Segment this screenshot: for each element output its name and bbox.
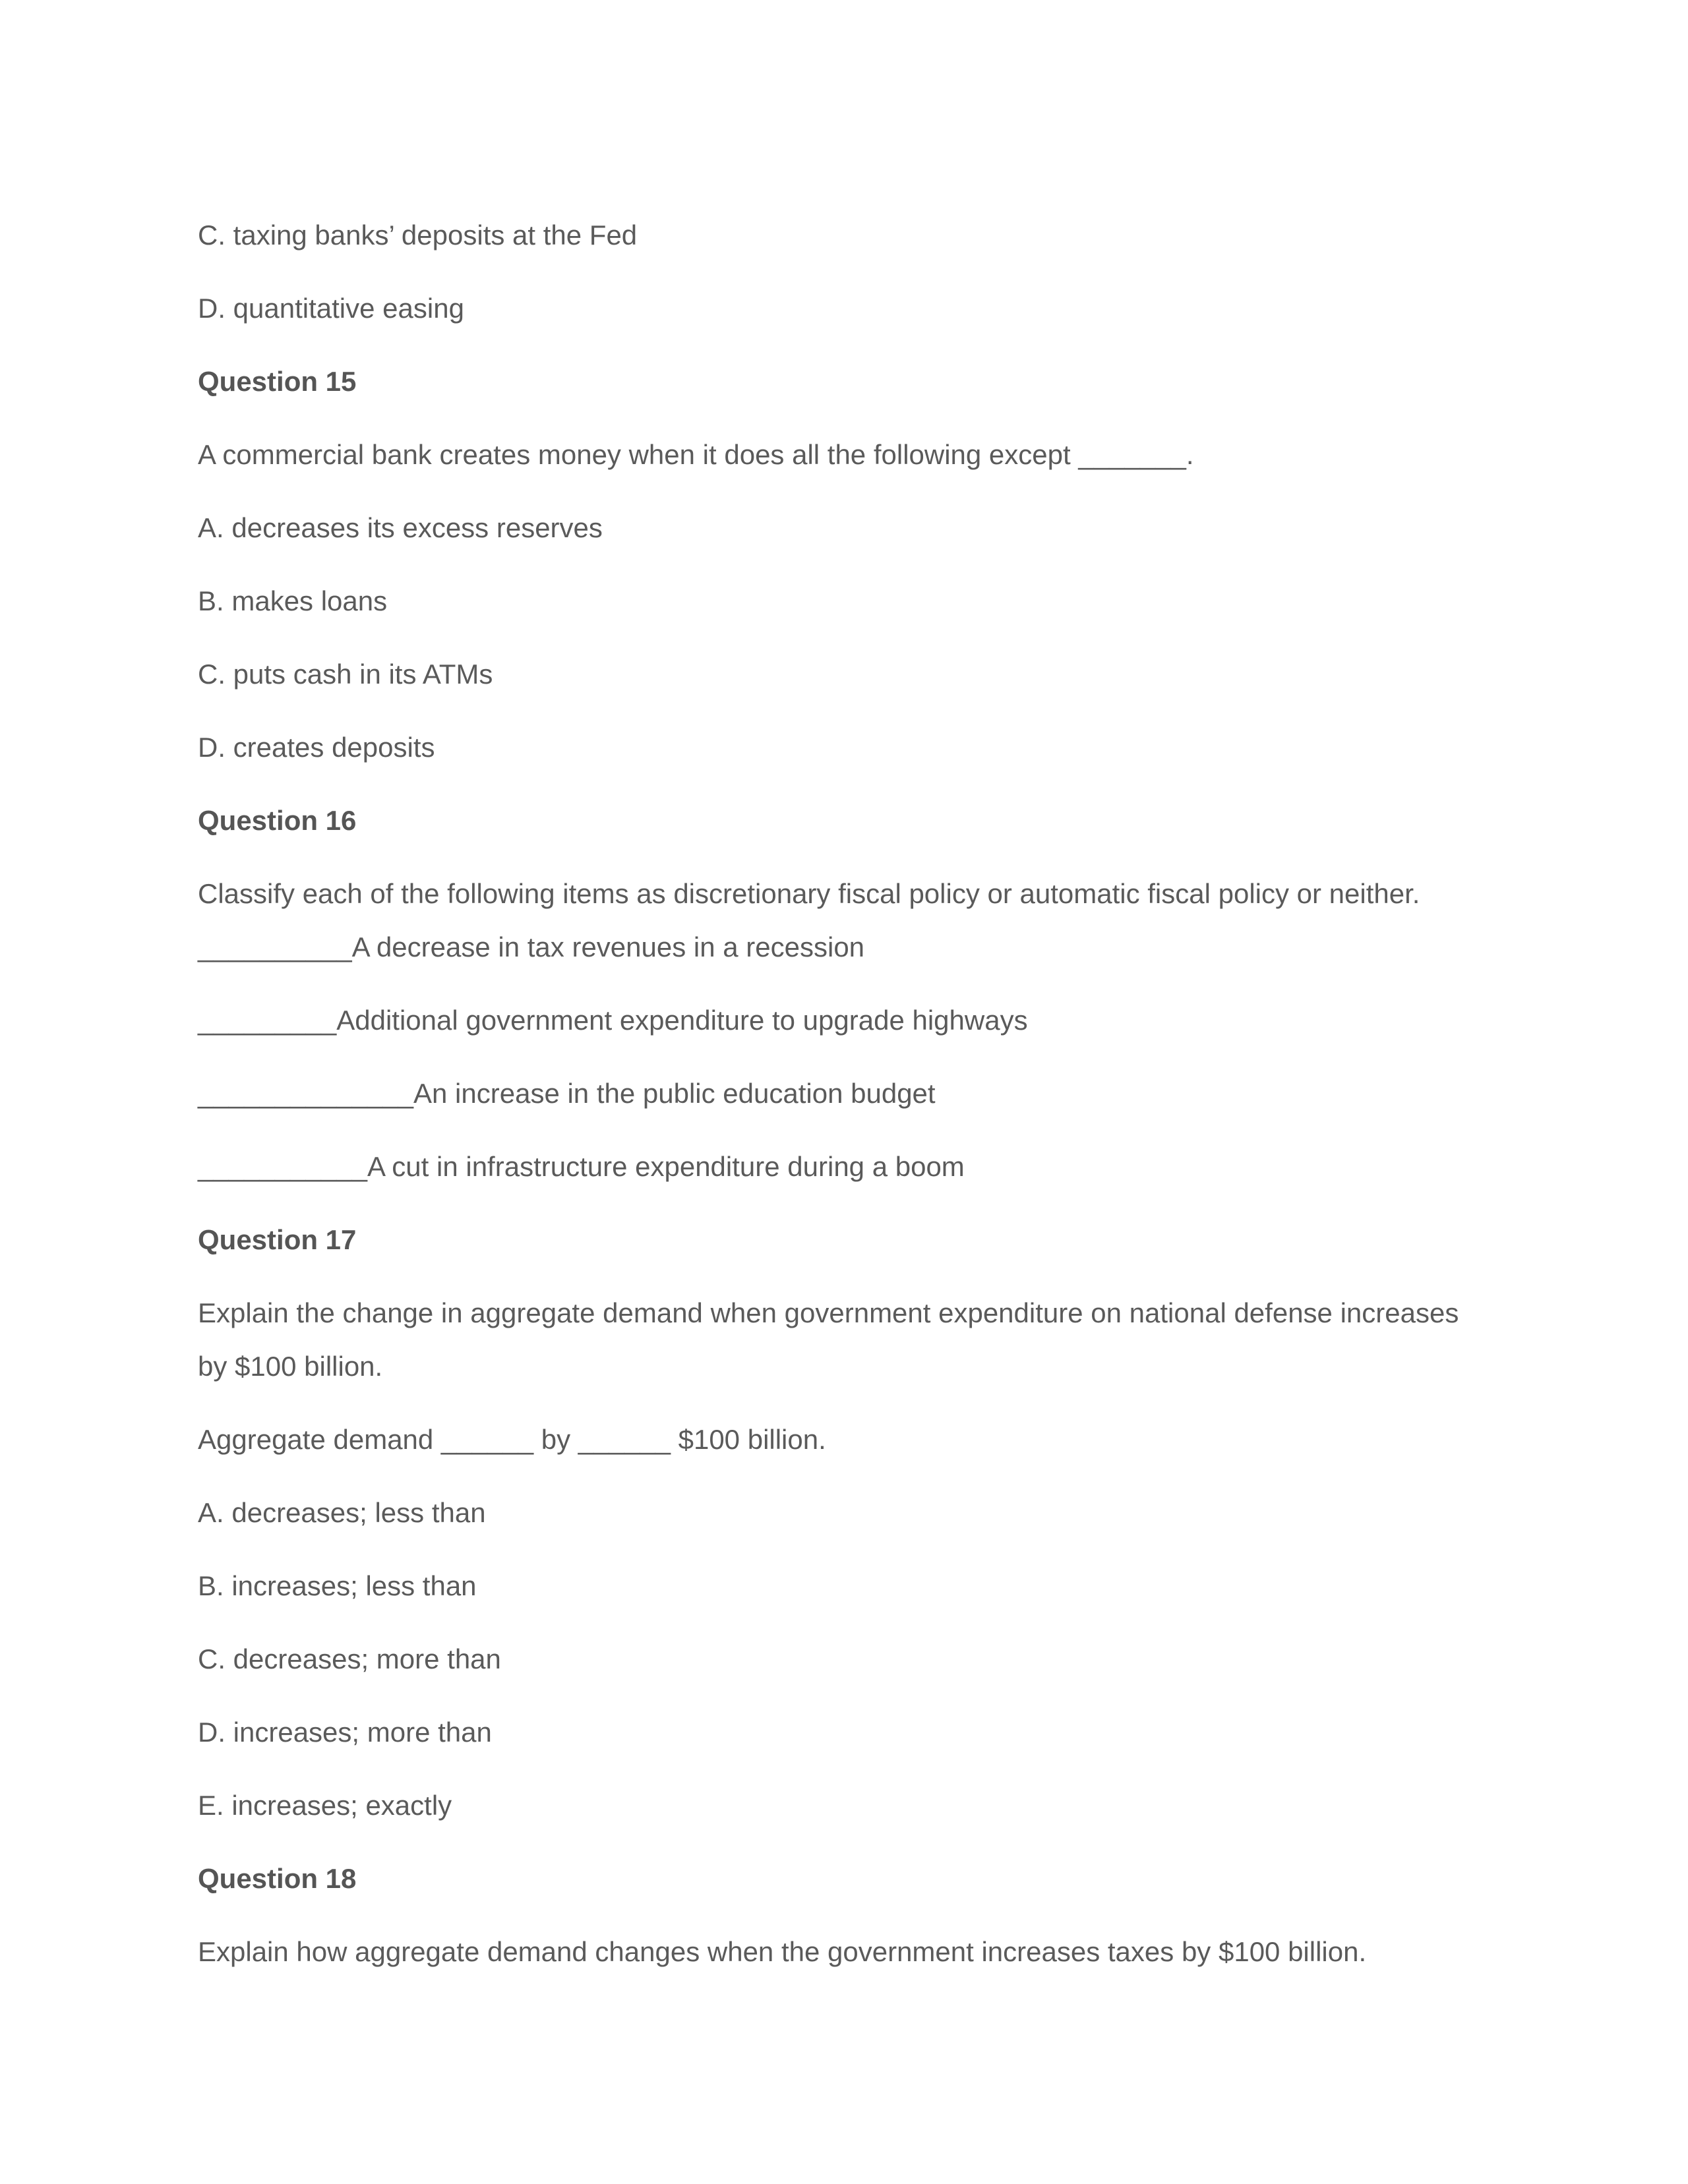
q16-item-3: ______________An increase in the public education budget xyxy=(198,1078,936,1109)
question-17-heading: Question 17 xyxy=(198,1224,357,1255)
q17-statement: Aggregate demand ______ by ______ $100 billion. xyxy=(198,1424,826,1455)
q15-option-b: B. makes loans xyxy=(198,585,388,616)
q17-option-c: C. decreases; more than xyxy=(198,1643,501,1674)
q17-prompt-line-2: by $100 billion. xyxy=(198,1351,383,1382)
question-16-heading: Question 16 xyxy=(198,805,357,836)
q15-option-d: D. creates deposits xyxy=(198,732,435,763)
q14-option-c: C. taxing banks’ deposits at the Fed xyxy=(198,220,638,251)
q16-item-4: ___________A cut in infrastructure expenditure during a boom xyxy=(198,1151,965,1182)
q18-prompt: Explain how aggregate demand changes when the government increases taxes by $100 billion. xyxy=(198,1936,1367,1967)
q16-item-2: _________Additional government expenditure to upgrade highways xyxy=(198,1005,1028,1036)
q16-prompt: Classify each of the following items as discretionary fiscal policy or automatic fiscal policy or neither. xyxy=(198,878,1420,909)
question-18-heading: Question 18 xyxy=(198,1863,357,1894)
q17-option-e: E. increases; exactly xyxy=(198,1790,452,1821)
q15-option-a: A. decreases its excess reserves xyxy=(198,512,603,543)
q16-item-1: __________A decrease in tax revenues in a recession xyxy=(198,931,865,962)
q14-option-d: D. quantitative easing xyxy=(198,293,464,324)
q15-option-c: C. puts cash in its ATMs xyxy=(198,659,493,690)
q17-option-d: D. increases; more than xyxy=(198,1717,492,1748)
q15-prompt: A commercial bank creates money when it does all the following except _______. xyxy=(198,439,1194,470)
question-15-heading: Question 15 xyxy=(198,366,357,397)
q17-option-b: B. increases; less than xyxy=(198,1570,477,1601)
q17-option-a: A. decreases; less than xyxy=(198,1497,486,1528)
q17-prompt-line-1: Explain the change in aggregate demand when government expenditure on national defense increases xyxy=(198,1297,1459,1328)
